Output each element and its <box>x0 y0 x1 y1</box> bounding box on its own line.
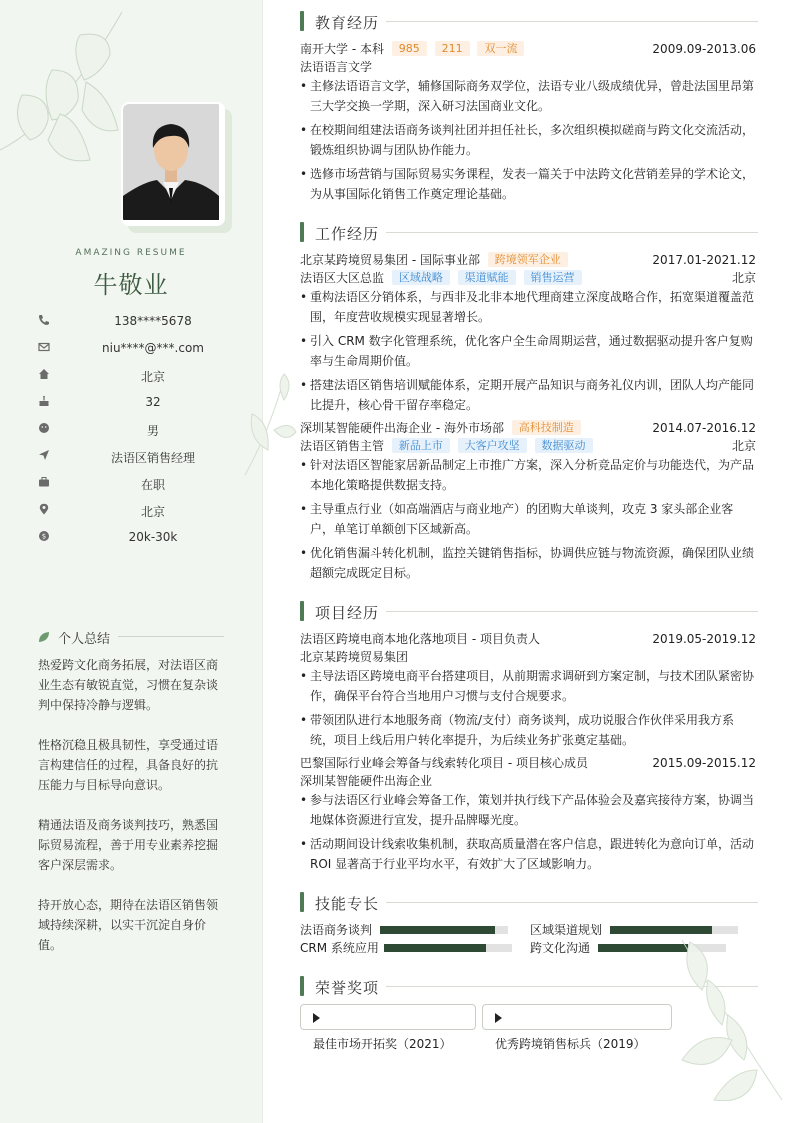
project-org: 北京某跨境贸易集团 <box>300 650 409 664</box>
phone-value: 138****5678 <box>114 314 192 328</box>
skill-bar-fill <box>384 944 486 952</box>
role-tag: 渠道赋能 <box>458 270 516 285</box>
project-bullet: • 带领团队进行本地服务商（物流/支付）商务谈判，成功说服合作伙伴采用我方系统，项目上线后用户转化率提升，为后续业务扩张奠定基础。 <box>300 710 756 750</box>
skill-bar-fill <box>380 926 495 934</box>
job-bullet: • 优化销售漏斗转化机制，监控关键销售指标，协调供应链与物流资源，确保团队业绩超额完成既定目标。 <box>300 543 756 583</box>
section-accent-bar <box>300 222 304 242</box>
home-value: 北京 <box>140 370 165 384</box>
summary-title: 个人总结 <box>58 632 111 647</box>
company-tag: 高科技制造 <box>512 420 581 435</box>
info-location <box>38 501 238 521</box>
candidate-name: 牛敬业 <box>93 271 169 299</box>
job-city: 北京 <box>731 439 756 453</box>
info-status <box>38 474 238 494</box>
skill-name: 跨文化沟通 <box>530 941 591 955</box>
role-tag: 区域战略 <box>392 270 450 285</box>
info-salary <box>38 528 238 548</box>
skill-bar <box>610 926 738 934</box>
skill-name: 法语商务谈判 <box>300 923 373 937</box>
awards-section-heading <box>300 976 794 996</box>
play-triangle-icon <box>313 1013 320 1023</box>
school-tag: 双一流 <box>477 41 524 56</box>
gender-value: 男 <box>146 424 159 438</box>
skill-bar <box>384 944 512 952</box>
section-title: 技能专长 <box>315 895 380 913</box>
skill-bar <box>598 944 726 952</box>
award-item <box>482 1004 672 1051</box>
job-bullet: • 引入 CRM 数字化管理系统，优化客户全生命周期运营，通过数据驱动提升客户复购率与生命周期价值。 <box>300 331 756 371</box>
svg-text:$: $ <box>41 532 47 541</box>
summary-paragraph: 精通法语及商务谈判技巧，熟悉国际贸易流程，善于用专业素养挖掘客户深层需求。 <box>38 818 219 872</box>
location-pin-icon <box>38 503 50 515</box>
education-bullet: • 主修法语语言文学，辅修国际商务双学位，法语专业八级成绩优异，曾赴法国里昂第三大学交换一学期，深入研习法国商业文化。 <box>300 76 756 116</box>
project-date: 2015.09-2015.12 <box>652 756 756 770</box>
info-phone <box>38 312 238 332</box>
role-tag: 销售运营 <box>524 270 582 285</box>
school-name: 南开大学 - 本科 <box>300 42 384 56</box>
section-title: 教育经历 <box>315 14 380 32</box>
skill-item <box>530 939 760 957</box>
play-triangle-icon <box>495 1013 502 1023</box>
education-bullet: • 在校期间组建法语商务谈判社团并担任社长，多次组织模拟磋商与跨文化交流活动，锻炼组织协调与团队协作能力。 <box>300 120 756 160</box>
job-city: 北京 <box>731 271 756 285</box>
work-section-heading <box>300 222 794 242</box>
project-name-row <box>300 754 756 772</box>
sidebar <box>0 0 263 1123</box>
project-date: 2019.05-2019.12 <box>652 632 756 646</box>
location-value: 北京 <box>140 505 165 519</box>
school-tag: 211 <box>435 41 470 56</box>
info-home <box>38 366 238 386</box>
role-tag: 新品上市 <box>392 438 450 453</box>
job-company-row <box>300 251 756 269</box>
status-value: 在职 <box>140 478 165 492</box>
section-accent-bar <box>300 11 304 31</box>
skill-item <box>530 921 760 939</box>
cake-icon <box>38 395 50 407</box>
info-gender <box>38 420 238 440</box>
send-icon <box>38 449 50 461</box>
section-divider <box>386 986 758 987</box>
education-bullet: • 选修市场营销与国际贸易实务课程，发表一篇关于中法跨文化营销差异的学术论文，为从事国际化销售工作奠定理论基础。 <box>300 164 756 204</box>
project-bullet: • 活动期间设计线索收集机制，获取高质量潜在客户信息，跟进转化为意向订单，活动 ROI 显著高于行业平均水平，有效扩大了区域影响力。 <box>300 834 756 874</box>
project-bullet: • 参与法语区行业峰会筹备工作，策划并执行线下产品体验会及嘉宾接待方案，协调当地媒体资源进行宣发，提升品牌曝光度。 <box>300 790 756 830</box>
email-value: niu****@***.com <box>102 341 204 355</box>
section-accent-bar <box>300 892 304 912</box>
leaf-decoration-bottom-right-icon <box>662 930 792 1110</box>
leaf-icon <box>38 631 50 643</box>
project-name: 法语区跨境电商本地化落地项目 - 项目负责人 <box>300 632 540 646</box>
job-company-row <box>300 419 756 437</box>
summary-paragraph: 热爱跨文化商务拓展，对法语区商业生态有敏锐直觉，习惯在复杂谈判中保持冷静与逻辑。 <box>38 658 219 712</box>
skill-item <box>300 939 520 957</box>
job-date: 2017.01-2021.12 <box>652 253 756 267</box>
job-date: 2014.07-2016.12 <box>652 421 756 435</box>
section-divider <box>386 611 758 612</box>
section-title: 工作经历 <box>315 225 380 243</box>
award-label: 优秀跨境销售标兵（2019） <box>495 1037 646 1051</box>
job-bullet: • 搭建法语区销售培训赋能体系，定期开展产品知识与商务礼仪内训，团队人均产能同比提升，核心骨干留存率稳定。 <box>300 375 756 415</box>
info-age <box>38 393 238 413</box>
skill-item <box>300 921 520 939</box>
target-job-value: 法语区销售经理 <box>110 451 195 465</box>
summary-paragraph: 性格沉稳且极具韧性，享受通过语言构建信任的过程，具备良好的抗压能力与目标导向意识。 <box>38 738 219 792</box>
education-date: 2009.09-2013.06 <box>652 42 756 56</box>
info-target-job <box>38 447 238 467</box>
job-bullet: • 针对法语区智能家居新品制定上市推广方案，深入分析竞品定价与功能迭代，为产品本地化策略提供数据支持。 <box>300 455 756 495</box>
section-title: 项目经历 <box>315 604 380 622</box>
section-divider <box>386 232 758 233</box>
school-tag: 985 <box>392 41 427 56</box>
amazing-resume-label: AMAZING RESUME <box>75 248 187 258</box>
job-role-row <box>300 437 756 455</box>
section-title: 荣誉奖项 <box>315 979 380 997</box>
age-value: 32 <box>145 395 161 409</box>
job-bullet: • 主导重点行业（如高端酒店与商业地产）的团购大单谈判，攻克 3 家头部企业客户，单笔订单额创下区域新高。 <box>300 499 756 539</box>
phone-icon <box>38 314 50 326</box>
education-school-row <box>300 40 756 58</box>
section-divider <box>386 21 758 22</box>
home-icon <box>38 368 50 380</box>
project-org: 深圳某智能硬件出海企业 <box>300 774 433 788</box>
job-company: 北京某跨境贸易集团 - 国际事业部 <box>300 253 480 267</box>
skill-name: 区域渠道规划 <box>530 923 603 937</box>
job-role: 法语区销售主管 <box>300 439 385 453</box>
award-label: 最佳市场开拓奖（2021） <box>313 1037 452 1051</box>
education-major: 法语语言文学 <box>300 60 373 74</box>
summary-paragraph: 持开放心态，期待在法语区销售领域持续深耕，以实干沉淀自身价值。 <box>38 898 219 952</box>
section-divider <box>386 902 758 903</box>
projects-section-heading <box>300 601 794 621</box>
section-accent-bar <box>300 601 304 621</box>
summary-divider <box>118 636 224 637</box>
avatar <box>121 102 225 226</box>
section-accent-bar <box>300 976 304 996</box>
project-name-row <box>300 630 756 648</box>
skill-name: CRM 系统应用 <box>300 941 379 955</box>
role-tag: 数据驱动 <box>535 438 593 453</box>
main-content <box>262 0 794 1123</box>
briefcase-icon <box>38 476 50 488</box>
gender-icon <box>38 422 50 434</box>
skill-bar <box>380 926 508 934</box>
job-role: 法语区大区总监 <box>300 271 385 285</box>
email-icon <box>38 341 50 353</box>
skill-bar-fill <box>610 926 712 934</box>
education-section-heading <box>300 11 794 31</box>
skills-section-heading <box>300 892 794 912</box>
project-name: 巴黎国际行业峰会筹备与线索转化项目 - 项目核心成员 <box>300 756 588 770</box>
company-tag: 跨境领军企业 <box>488 252 568 267</box>
leaf-decoration-top-left-icon <box>0 10 140 170</box>
skill-bar-fill <box>598 944 688 952</box>
info-email <box>38 339 238 359</box>
award-item <box>300 1004 476 1051</box>
job-company: 深圳某智能硬件出海企业 - 海外市场部 <box>300 421 504 435</box>
salary-icon <box>38 530 50 542</box>
role-tag: 大客户攻坚 <box>458 438 527 453</box>
job-bullet: • 重构法语区分销体系，与西非及北非本地代理商建立深度战略合作，拓宽渠道覆盖范围，年度营收规模实现显著增长。 <box>300 287 756 327</box>
job-role-row <box>300 269 756 287</box>
project-bullet: • 主导法语区跨境电商平台搭建项目，从前期需求调研到方案定制，与技术团队紧密协作，确保平台符合当地用户习惯与支付合规要求。 <box>300 666 756 706</box>
salary-value: 20k-30k <box>128 530 178 544</box>
